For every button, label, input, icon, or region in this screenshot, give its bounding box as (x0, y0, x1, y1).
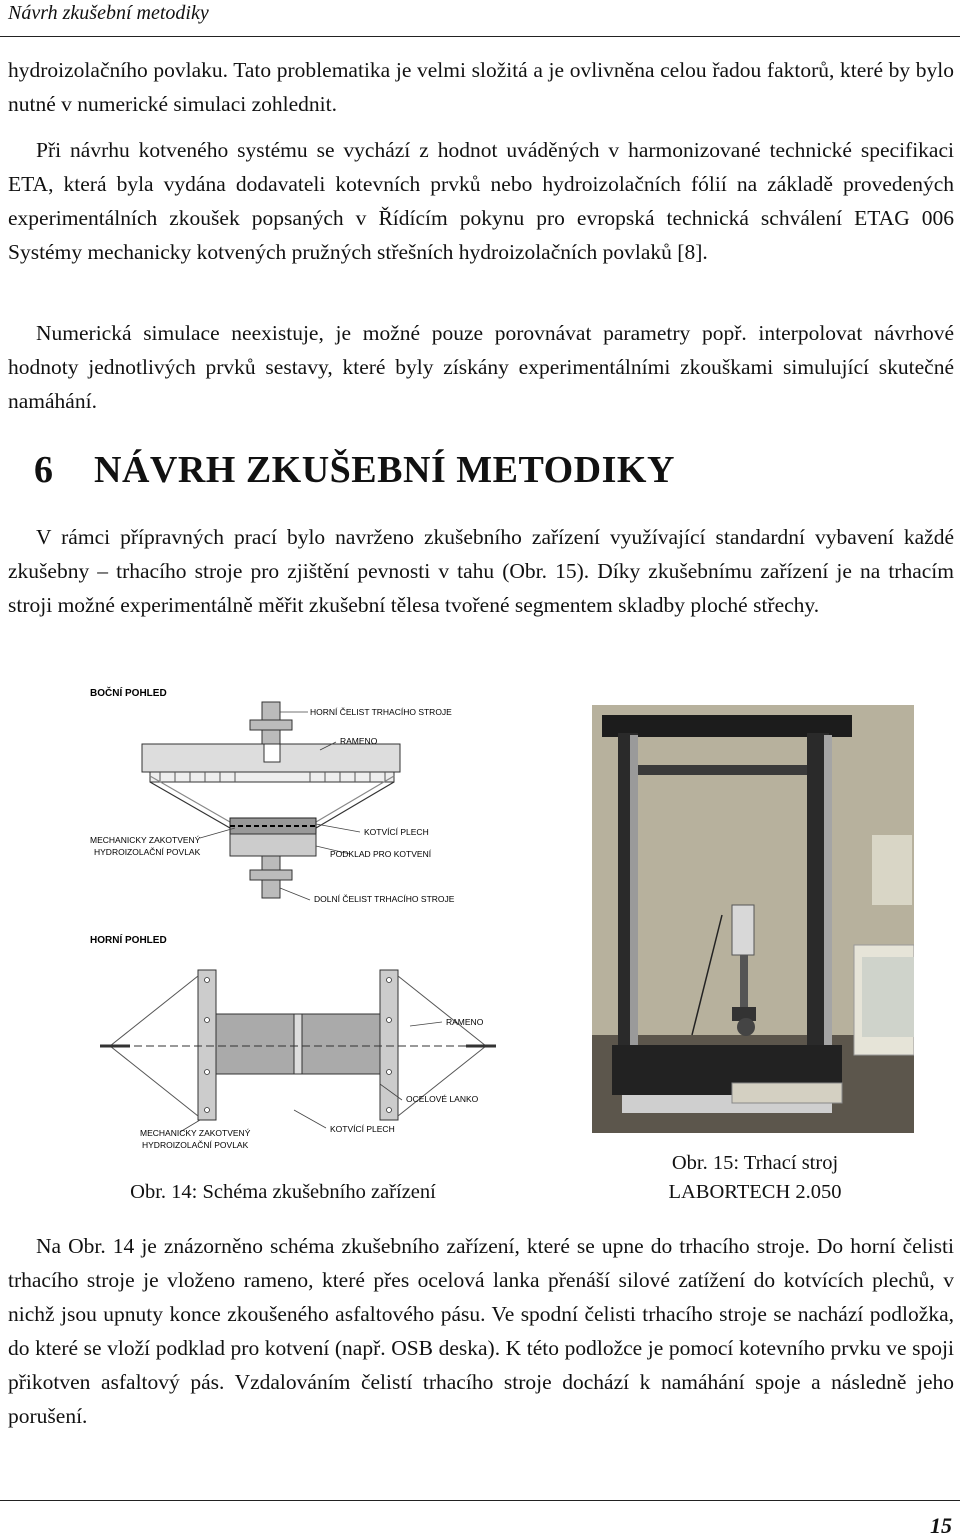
lower-jaw-shape (250, 856, 292, 898)
figure-15-caption-line1: Obr. 15: Trhací stroj (671, 1152, 839, 1174)
label-anchor-base: PODKLAD PRO KOTVENÍ (330, 849, 432, 859)
figure-15-photo (592, 705, 914, 1133)
paragraph-preparation: V rámci přípravných prací bylo navrženo zkušebního zařízení využívající standardní vybavení každé zkušebny – trhacího stroje pro zjištění pevnosti v tahu (Obr. 15). Díky zkušebnímu zařízení je na trhacím stroji možné experimentálně měřit zkušební tělesa tvořené segmentem skladby ploché střechy. (8, 525, 954, 617)
side-view-label: BOČNÍ POHLED (90, 688, 167, 699)
label-membrane-2: HYDROIZOLAČNÍ POVLAK (94, 847, 201, 857)
paragraph-intro: hydroizolačního povlaku. Tato problematika je velmi složitá a je ovlivněna celou řadou faktorů, které by bylo nutné v numerické simulaci zohlednit. (8, 58, 954, 116)
figure-14-schematic (80, 680, 510, 1160)
footer-divider (0, 1500, 960, 1501)
section-heading (34, 448, 675, 492)
label-membrane-top-2: HYDROIZOLAČNÍ POVLAK (142, 1140, 249, 1150)
label-arm: RAMENO (340, 736, 378, 746)
section-title: NÁVRH ZKUŠEBNÍ METODIKY (94, 449, 675, 491)
section-number: 6 (34, 449, 54, 491)
label-membrane-1: MECHANICKY ZAKOTVENÝ (90, 835, 201, 845)
label-steel-cable: OCELOVÉ LANKO (406, 1094, 479, 1104)
paragraph-figure-description: Na Obr. 14 je znázorněno schéma zkušebního zařízení, které se upne do trhacího stroje. Do horní čelisti trhacího stroje je vloženo rameno, které přes ocelová lanka přenáší silové zatížení do kotvících plechů, v nichž jsou upnuty konce zkoušeného asfaltového pásu. Ve spodní čelisti trhacího stroje se nachází podložka, do které se vloží podklad pro kotvení (např. OSB deska). K této podložce je pomocí kotevního prvku ve spoji přikotven asfaltový pás. Vzdalováním čelistí trhacího stroje dochází k namáhání spoje a následně jeho porušení. (8, 1234, 954, 1428)
arm-shape (142, 744, 400, 782)
top-view-label: HORNÍ POHLED (90, 935, 167, 946)
anchor-base-side (230, 834, 316, 856)
figure-14-caption: Obr. 14: Schéma zkušebního zařízení (130, 1181, 436, 1203)
paragraph-simulation: Numerická simulace neexistuje, je možné pouze porovnávat parametry popř. interpolovat návrhové hodnoty jednotlivých prvků sestavy, které byly získány experimentálními zkouškami simulující skutečné namáhání. (8, 321, 954, 413)
label-membrane-top-1: MECHANICKY ZAKOTVENÝ (140, 1128, 251, 1138)
keyboard (732, 1083, 842, 1103)
running-header: Návrh zkušební metodiky (8, 2, 209, 24)
upper-jaw-shape (250, 702, 292, 744)
label-anchor-plate-top: KOTVÍCÍ PLECH (330, 1124, 395, 1134)
label-anchor-plate: KOTVÍCÍ PLECH (364, 827, 429, 837)
header-divider (0, 36, 960, 37)
label-lower-jaw: DOLNÍ ČELIST TRHACÍHO STROJE (314, 894, 455, 904)
label-upper-jaw: HORNÍ ČELIST TRHACÍHO STROJE (310, 707, 452, 717)
paragraph-eta: Při návrhu kotveného systému se vychází z hodnot uváděných v harmonizované technické specifikaci ETA, která byla vydána dodavateli kotevních prvků nebo hydroizolačních fólií na základě provedených experimentálních zkoušek popsaných v Řídícím pokynu pro evropská technická schválení ETAG 006 Systémy mechanicky kotvených pružných střešních hydroizolačních povlaků [8]. (8, 138, 954, 264)
label-arm-top: RAMENO (446, 1017, 484, 1027)
page-number: 15 (930, 1513, 952, 1538)
figure-15-caption-line2: LABORTECH 2.050 (668, 1181, 842, 1203)
